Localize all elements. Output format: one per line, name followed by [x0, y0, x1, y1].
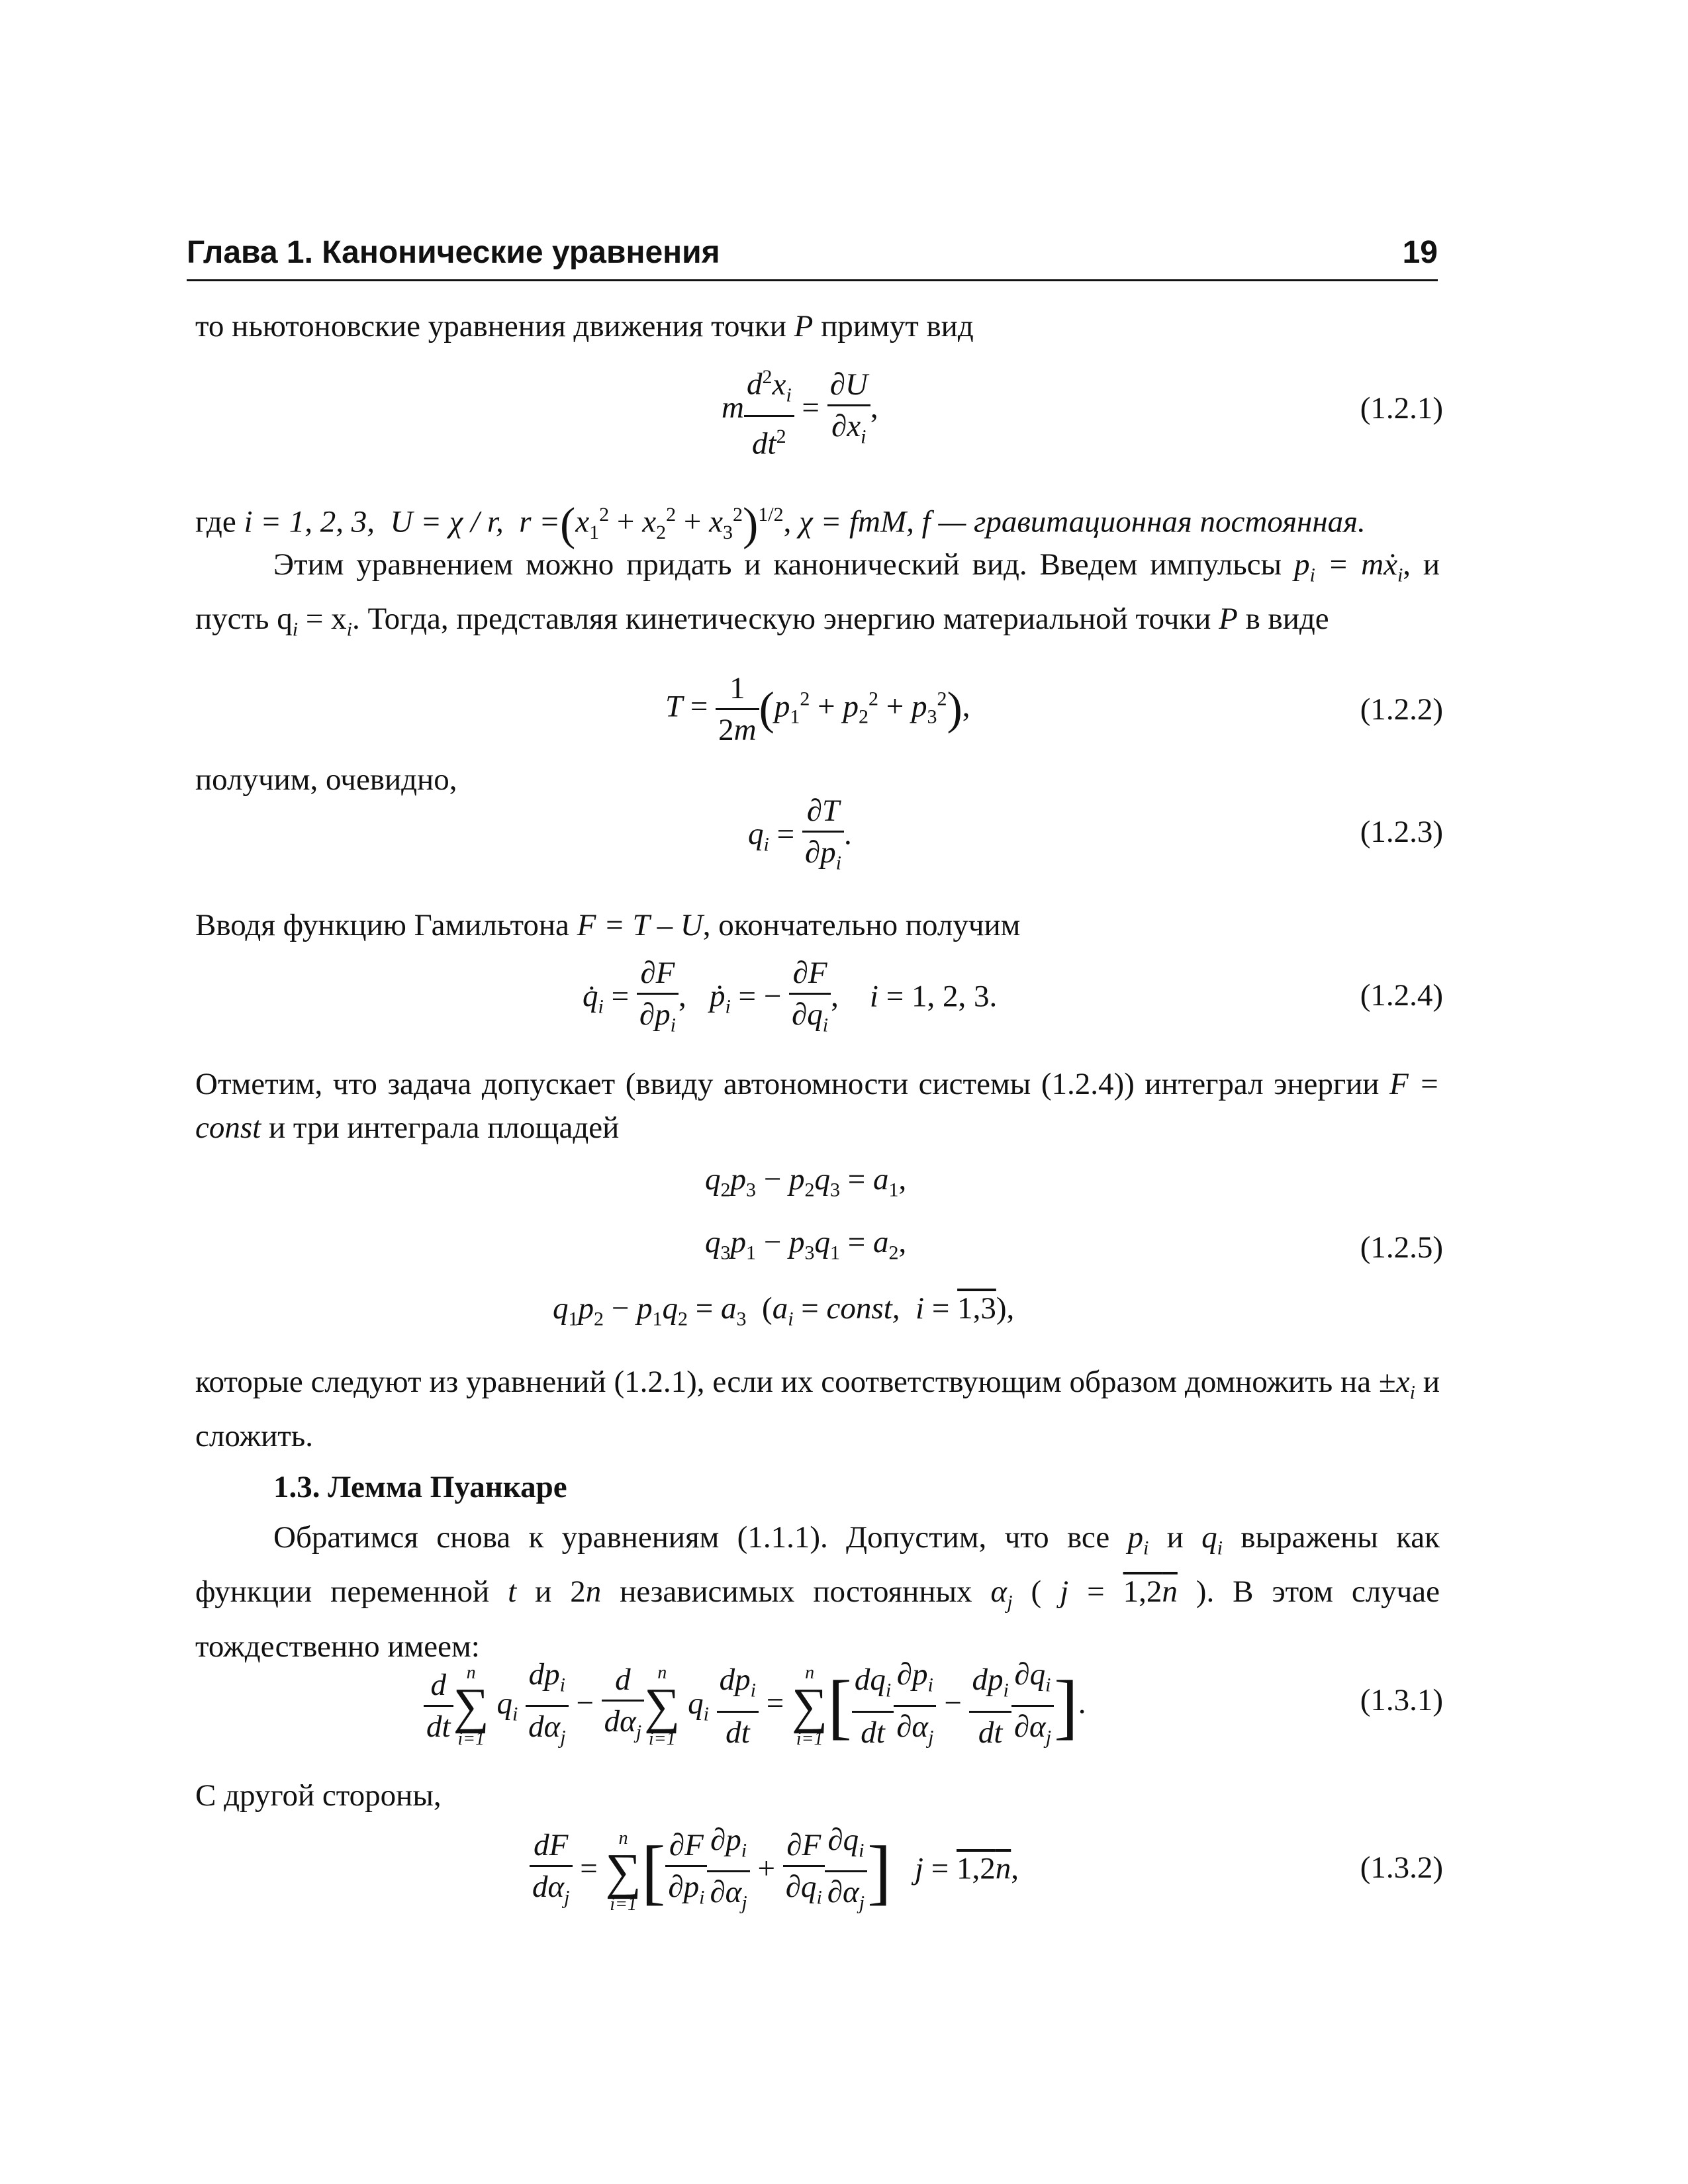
paragraph-other-side: С другой стороны,: [195, 1778, 442, 1813]
equation-1-2-5-line-1: $q_2p_3 - p_2q_3 = a_1$,: [705, 1162, 907, 1201]
equation-1-2-2: T = $\frac{1}{2m}$ $(p_1^2 + p_2^2 + p_3^2)$,: [665, 668, 970, 750]
paragraph-obviously: получим, очевидно,: [195, 762, 457, 797]
equation-1-2-1: m $\frac{d^2x_i}{dt^2}$ = $\frac{\partial U}{\partial x_i}$ ,: [722, 357, 878, 464]
equation-1-3-1: $\frac{d}{dt}$ n ∑ i=1 $q_i$ $dp_i$ $d\alpha_j$ − d $d\alpha_j$ n ∑ i=1 $q_i$ $dp_i$ dt = n ∑ i=1 [ $dq_i$ dt $\frac{\partial p_i}{\partial\alpha_j}$ − $dp_i$ dt $\frac{\partial q_i}{\partial\alpha_j}$ ].: [424, 1655, 1086, 1758]
equation-number: (1.3.2): [1360, 1850, 1443, 1885]
equation-number: (1.3.1): [1360, 1683, 1443, 1717]
equation-1-3-2: dF $d\alpha_j$ = n ∑ i=1 [ $\frac{\partial F}{\partial p_i}$ $\frac{\partial p_i}{\partial\alpha_j}$ + $\frac{\partial F}{\partial q_i}$ $\frac{\partial q_i}{\partial\alpha_j}$ ] j = 1,2n,: [530, 1820, 1019, 1923]
paragraph-lemma: Обратимся снова к уравнениям (1.1.1). Допустим, что все $p_i$ и $q_i$ выражены как функции переменной t и 2n независимых постоянных $\alpha_j$ ( j = 1,2n ). В этом случае тождественно имеем:: [195, 1520, 1440, 1664]
page-number: 19: [1402, 235, 1438, 270]
paragraph-canonical: Этим уравнением можно придать и канонический вид. Введем импульсы $p_i$ = mẋ$_i$, и пусть $q_i = x_i$. Тогда, представляя кинетическую энергию материальной точки P в виде: [195, 547, 1440, 641]
running-header: [187, 230, 1438, 281]
chapter-title: Глава 1. Канонические уравнения: [187, 235, 720, 270]
equation-1-2-4: $q̇_i$ = $\frac{\partial F}{\partial p_i}$ , ṗ$_i$ = − $\frac{\partial F}{\partial q_i}$ , i = 1, 2, 3.: [583, 953, 997, 1045]
equation-number: (1.2.5): [1360, 1230, 1443, 1265]
equation-number: (1.2.4): [1360, 978, 1443, 1013]
paragraph-where: где i = 1, 2, 3, U = χ / r, $r =(x_1^2 + x_2^2 + x_3^2)^{1/2}$, χ = fmM, f — гравитационная постоянная.: [195, 498, 1366, 550]
section-title: 1.3. Лемма Пуанкаре: [273, 1470, 567, 1504]
equation-1-2-3: $q_i$ = $\frac{\partial T}{\partial p_i}$ .: [748, 791, 852, 883]
equation-number: (1.2.1): [1360, 391, 1443, 426]
paragraph-intro: то ньютоновские уравнения движения точки P примут вид: [195, 309, 974, 343]
equation-number: (1.2.2): [1360, 692, 1443, 727]
paragraph-note: Отметим, что задача допускает (ввиду автономности системы (1.2.4)) интеграл энергии F = const и три интеграла площадей: [195, 1067, 1440, 1145]
equation-1-2-5-line-3: $q_1p_2 - p_1q_2 = a_3$ ($a_i$ = const, i = 1,3),: [553, 1291, 1015, 1330]
equation-number: (1.2.3): [1360, 815, 1443, 849]
equation-1-2-5-line-2: $q_3p_1 - p_3q_1 = a_2$,: [705, 1225, 907, 1264]
paragraph-hamilton: Вводя функцию Гамильтона F = T – U, окончательно получим: [195, 908, 1021, 942]
paragraph-follow: которые следуют из уравнений (1.2.1), если их соответствующим образом домножить на $\pm x_i$ и сложить.: [195, 1365, 1440, 1454]
